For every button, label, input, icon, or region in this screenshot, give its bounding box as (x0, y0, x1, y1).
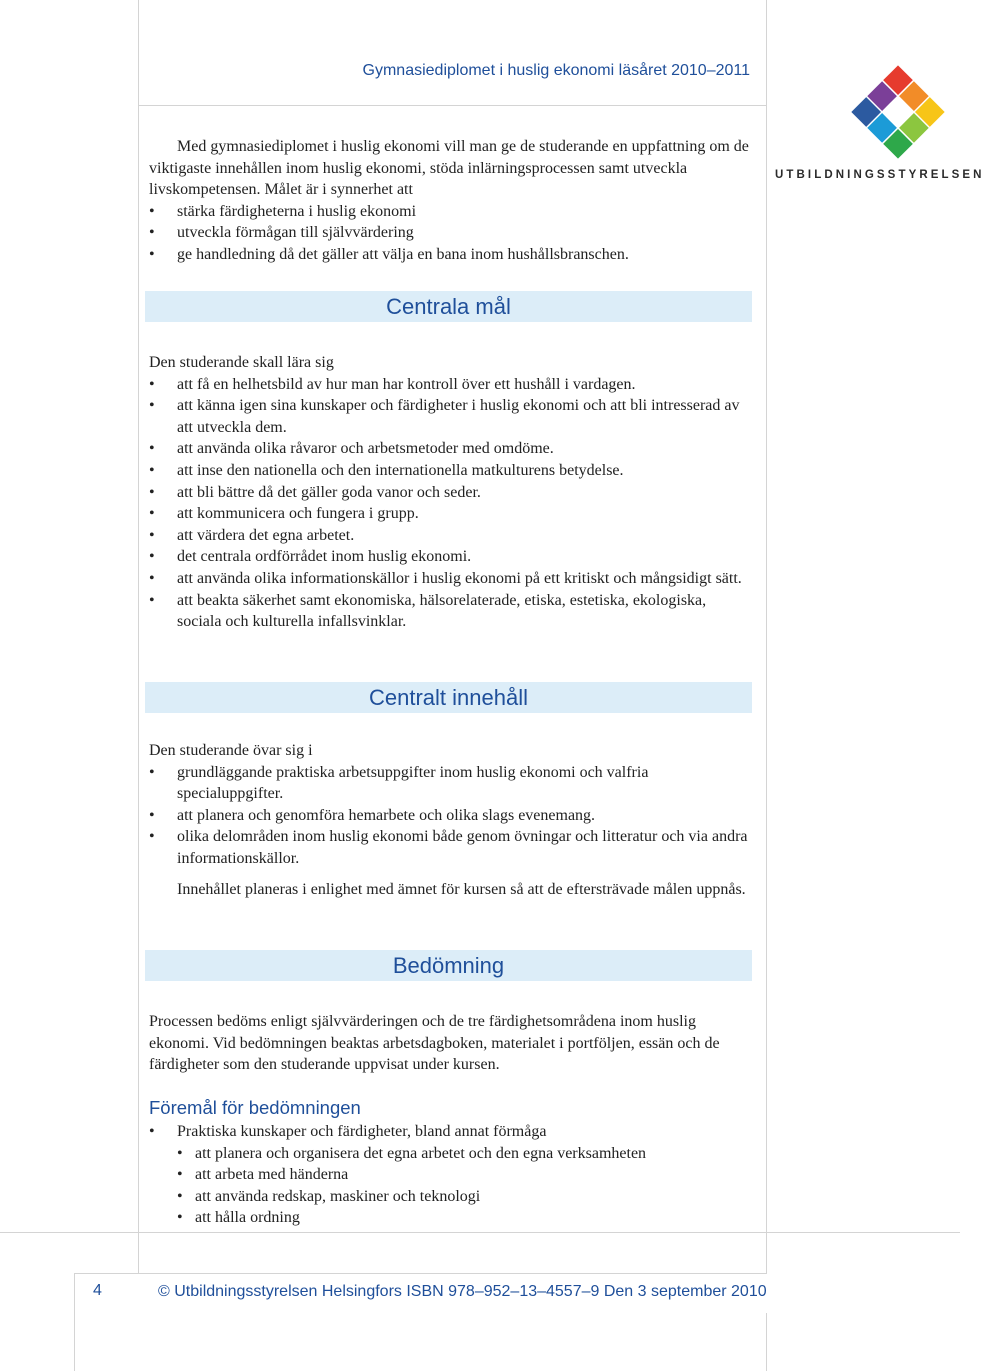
intro-paragraph: Med gymnasiediplomet i huslig ekonomi vill man ge de studerande en uppfattning om de viktigaste innehållen inom huslig ekonomi, stöda inlärningsprocessen samt utveckla livskompetensen. Målet är i synnerhet att (149, 138, 749, 199)
frame-line-footer-box-top (74, 1273, 767, 1274)
list-item: • att få en helhetsbild av hur man har kontroll över ett hushåll i vardagen. (149, 374, 752, 396)
centralt-innehall-closing: Innehållet planeras i enlighet med ämnet för kursen så att de eftersträvade målen uppnås. (177, 880, 746, 898)
bedomning-section (149, 1011, 752, 1076)
section-heading-bedomning: Bedömning (145, 950, 752, 981)
frame-line-footer-box-left (74, 1273, 75, 1371)
frame-line-right (766, 0, 767, 1273)
list-item: • stärka färdigheterna i huslig ekonomi (149, 201, 752, 223)
frame-line-left (138, 0, 139, 1273)
list-item: • att kommunicera och fungera i grupp. (149, 503, 752, 525)
list-item: • att planera och genomföra hemarbete och olika slags evenemang. (149, 805, 752, 827)
list-item: • att känna igen sina kunskaper och färdigheter i huslig ekonomi och att bli intresserad av att utveckla dem. (149, 395, 752, 438)
list-item: • det centrala ordförrådet inom huslig ekonomi. (149, 546, 752, 568)
list-item: • olika delområden inom huslig ekonomi både genom övningar och litteratur och via andra informationskällor. (149, 826, 752, 869)
centrala-mal-lead: Den studerande skall lära sig (149, 354, 334, 371)
bedomning-bullet-text: Praktiska kunskaper och färdigheter, bland annat förmåga (177, 1123, 547, 1140)
list-item: • att hålla ordning (177, 1207, 752, 1229)
list-item: • att inse den nationella och den internationella matkulturens betydelse. (149, 460, 752, 482)
header-title: Gymnasiediplomet i huslig ekonomi läsåret 2010–2011 (362, 62, 750, 79)
list-item: • att planera och organisera det egna arbetet och den egna verksamheten (177, 1143, 752, 1165)
centrala-mal-bullet-list (149, 374, 752, 633)
centralt-innehall-lead: Den studerande övar sig i (149, 742, 313, 759)
section-heading-centrala-mal: Centrala mål (145, 291, 752, 322)
centralt-innehall-bullet-list (149, 762, 752, 870)
list-item: • att beakta säkerhet samt ekonomiska, hälsorelaterade, etiska, estetiska, ekologiska, sociala och kulturella infallsvinklar. (149, 590, 752, 633)
footer-text: © Utbildningsstyrelsen Helsingfors ISBN 978–952–13–4557–9 Den 3 september 2010 (158, 1283, 767, 1300)
frame-line-footer-box-right (766, 1313, 767, 1371)
intro-section (149, 136, 752, 266)
intro-bullet-list (149, 201, 752, 266)
page-number: 4 (93, 1282, 102, 1299)
bedomning-sub-list (177, 1143, 752, 1229)
list-item: • grundläggande praktiska arbetsuppgifter inom huslig ekonomi och valfria specialuppgifter. (149, 762, 752, 805)
centrala-mal-section (149, 352, 752, 633)
list-item: • att värdera det egna arbetet. (149, 525, 752, 547)
list-item: • ge handledning då det gäller att välja en bana inom hushållsbranschen. (149, 244, 752, 266)
list-item: • att bli bättre då det gäller goda vanor och seder. (149, 482, 752, 504)
logo-wordmark: UTBILDNINGSSTYRELSEN (775, 169, 985, 181)
list-item: • att använda olika informationskällor i huslig ekonomi på ett kritiskt och mångsidigt sätt. (149, 568, 752, 590)
frame-line-footer-top (0, 1232, 960, 1233)
list-item: • att använda redskap, maskiner och teknologi (177, 1186, 752, 1208)
bedomning-subheading: Föremål för bedömningen (149, 1097, 361, 1118)
centralt-innehall-section (149, 740, 752, 900)
list-item: • att använda olika råvaror och arbetsmetoder med omdöme. (149, 438, 752, 460)
bedomning-criteria (149, 1121, 752, 1229)
bedomning-bullet-list (149, 1121, 752, 1229)
list-item: • utveckla förmågan till självvärdering (149, 222, 752, 244)
frame-line-header (138, 105, 767, 106)
section-heading-centralt-innehall: Centralt innehåll (145, 682, 752, 713)
diamond-mosaic-logo-icon (775, 56, 985, 186)
bedomning-paragraph: Processen bedöms enligt självvärderingen och de tre färdighetsområdena inom huslig ekonomi. Vid bedömningen beaktas arbetsdagboken, materialet i portföljen, essän och de färdigheter som den studerande uppvisat under kursen. (149, 1013, 720, 1074)
list-item (149, 1121, 752, 1229)
list-item: • att arbeta med händerna (177, 1164, 752, 1186)
